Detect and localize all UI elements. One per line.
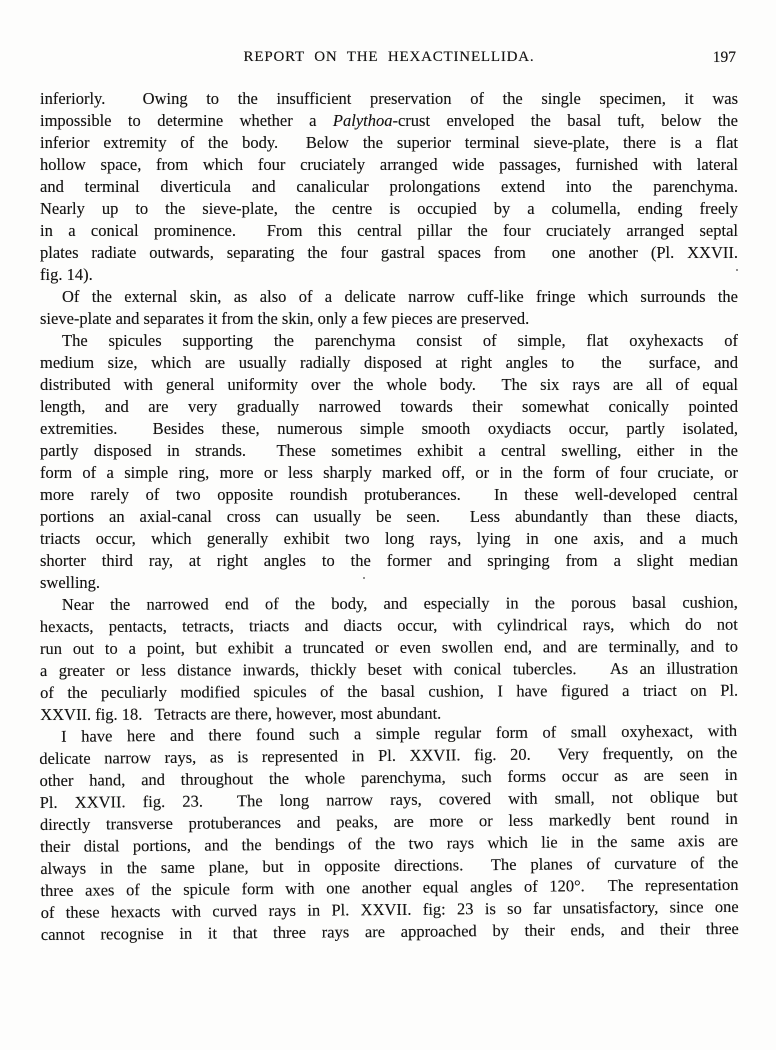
paragraph — [39, 720, 739, 946]
text-line: inferior extremity of the body. Below the superior terminal sieve-plate, there is a flat — [40, 133, 738, 152]
text-run: impossible to determine whether a — [40, 111, 333, 130]
text-line: form of a simple ring, more or less sharply marked off, or in the form of four cruciate, or — [40, 463, 738, 482]
text-line: Nearly up to the sieve-plate, the centre is occupied by a columella, ending freely — [40, 199, 738, 218]
text-line: Of the external skin, as also of a delicate narrow cuff-like fringe which surrounds the — [62, 287, 738, 306]
text-line: other hand, and throughout the whole parenchyma, such forms occur as are seen in — [39, 764, 738, 791]
text-run: -crust enveloped the basal tuft, below the — [392, 111, 738, 130]
text-line: in a conical prominence. From this central pillar the four cruciately arranged septal — [40, 221, 738, 240]
paragraph — [40, 286, 738, 330]
text-line: extremities. Besides these, numerous simple smooth oxydiacts occur, partly isolated, — [40, 419, 738, 438]
text-line: hollow space, from which four cruciately arranged wide passages, furnished with lateral — [40, 155, 738, 174]
text-line: distributed with general uniformity over the whole body. The six rays are all of equal — [40, 375, 738, 394]
text-line: I have here and there found such a simple regular form of small oxyhexact, with — [61, 720, 738, 746]
text-line: delicate narrow rays, as is represented in Pl. XXVII. fig. 20. Very frequently, on the — [39, 742, 738, 769]
text-line: fig. 14). — [40, 265, 93, 284]
text-line: Near the narrowed end of the body, and especially in the porous basal cushion, — [61, 592, 738, 614]
text-line: directly transverse protuberances and peaks, are more or less markedly bent round in — [39, 808, 738, 835]
text-line: cannot recognise in it that three rays are approached by their ends, and their three — [40, 918, 739, 944]
text-line: The spicules supporting the parenchyma consist of simple, flat oxyhexacts of — [62, 331, 738, 350]
text-line: sieve-plate and separates it from the skin, only a few pieces are preserved. — [40, 309, 530, 328]
text-line: portions an axial-canal cross can usually be seen. Less abundantly than these diacts, — [40, 507, 738, 526]
text-line: and terminal diverticula and canalicular prolongations extend into the parenchyma. — [40, 177, 738, 196]
running-title: REPORT ON THE HEXACTINELLIDA. — [243, 49, 535, 65]
text-line: Pl. XXVII. fig. 23. The long narrow rays, covered with small, not oblique but — [39, 786, 738, 813]
page-number: 197 — [712, 49, 736, 66]
text-line: triacts occur, which generally exhibit two long rays, lying in one axis, and a much — [40, 529, 738, 548]
paragraph — [40, 88, 738, 286]
italic-taxon-name: Palythoa — [332, 111, 393, 130]
text-line: three axes of the spicule form with one another equal angles of 120°. The representation — [40, 874, 739, 900]
text-line: partly disposed in strands. These sometimes exhibit a central swelling, either in the — [40, 441, 738, 460]
text-line: length, and are very gradually narrowed towards their somewhat conically pointed — [40, 397, 738, 416]
paragraph — [40, 592, 738, 726]
text-line: their distal portions, and the bendings of the two rays which lie in the same axis are — [40, 830, 739, 856]
text-line: inferiorly. Owing to the insufficient preservation of the single specimen, it was — [40, 89, 738, 108]
text-line: shorter third ray, at right angles to the former and springing from a slight median — [40, 551, 738, 570]
text-line: more rarely of two opposite roundish protuberances. In these well-developed central — [40, 485, 738, 504]
text-line — [40, 110, 738, 132]
text-line: plates radiate outwards, separating the four gastral spaces from one another (Pl. XXVII. — [40, 243, 738, 262]
text-line: run out to a point, but exhibit a truncated or even swollen end, and are terminally, and to — [39, 636, 738, 658]
text-line: a greater or less distance inwards, thickly beset with conical tubercles. As an illustration — [40, 658, 739, 680]
page-body — [40, 88, 738, 946]
text-line: always in the same plane, but in opposite directions. The planes of curvature of the — [40, 852, 739, 878]
text-line: hexacts, pentacts, tetracts, triacts and diacts occur, with cylindrical rays, which do not — [39, 614, 738, 637]
text-line: of these hexacts with curved rays in Pl. XXVII. fig: 23 is so far unsatisfactory, since one — [40, 896, 739, 922]
scan-speck — [363, 577, 365, 579]
scan-speck — [736, 269, 738, 271]
text-line: of the peculiarly modified spicules of the basal cushion, I have figured a triact on Pl. — [40, 680, 739, 702]
page-header — [40, 49, 738, 67]
text-line: XXVII. fig. 18. Tetracts are there, however, most abundant. — [40, 703, 442, 724]
paragraph — [40, 330, 738, 594]
text-line: medium size, which are usually radially disposed at right angles to the surface, and — [40, 353, 738, 372]
text-line: swelling. — [40, 573, 101, 592]
